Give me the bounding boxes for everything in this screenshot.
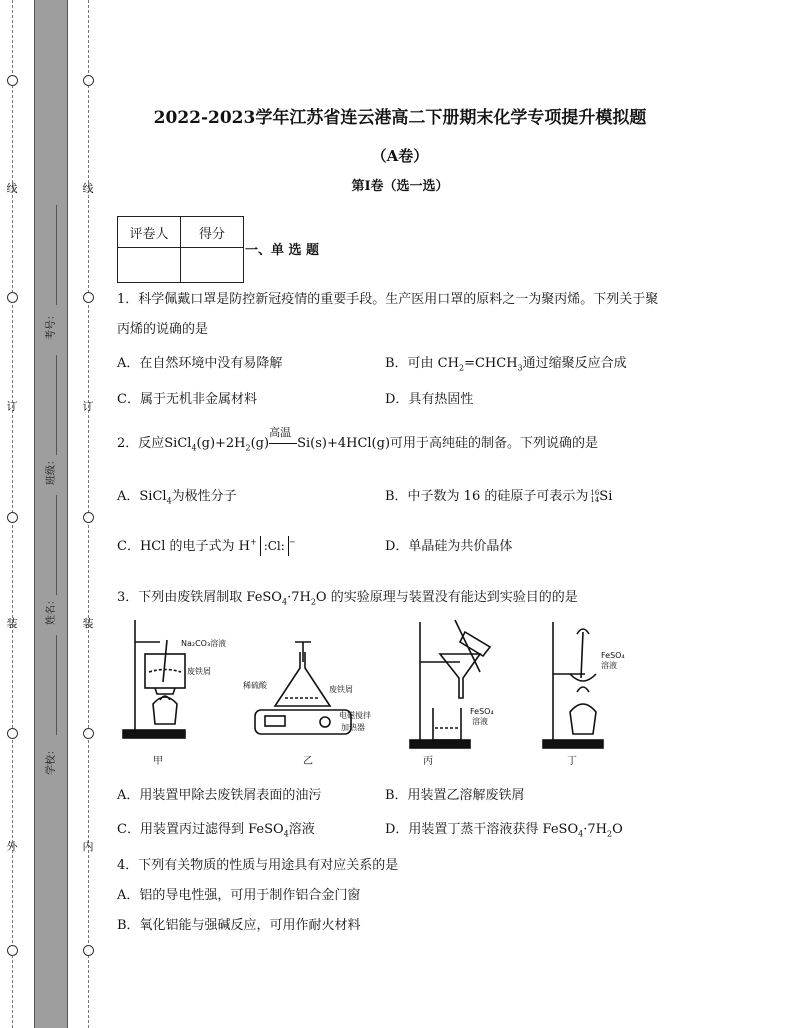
electron-formula-bracket: :Cl: xyxy=(260,536,289,556)
caption-ding: 丁 xyxy=(567,756,577,767)
q2-option-a: A．SiCl$_4$为极性分子 xyxy=(117,489,237,506)
q1-stem-line2: 丙烯的说确的是 xyxy=(117,322,209,337)
school-line xyxy=(56,635,57,735)
q1-option-a: A．在自然环境中没有易降解 xyxy=(117,356,283,371)
margin-char-ding: 订 xyxy=(82,400,94,413)
q3-option-d: D．用装置丁蒸干溶液获得 $FeSO_4\cdot 7H_2O$ xyxy=(385,822,623,839)
class-line xyxy=(56,355,57,455)
exam-number-line xyxy=(56,205,57,305)
q1-option-d: D．具有热固性 xyxy=(385,392,474,407)
school-label: 学校： xyxy=(46,745,57,775)
binding-hole xyxy=(83,292,94,303)
margin-char-ding: 订 xyxy=(6,400,18,413)
paper-title: 2022-2023学年江苏省连云港高二下册期末化学专项提升模拟题 xyxy=(153,108,647,128)
margin-char-xian: 线 xyxy=(6,182,18,195)
binding-hole xyxy=(7,512,18,523)
margin-char-xian: 线 xyxy=(82,182,94,195)
margin-char-nei: 内 xyxy=(82,840,94,853)
q3-apparatus-figure xyxy=(115,612,625,772)
margin-char-zhuang: 装 xyxy=(82,617,94,630)
label-na2co3: Na₂CO₃溶液 xyxy=(181,639,227,648)
q2-option-d: D．单晶硅为共价晶体 xyxy=(385,539,513,554)
margin-char-zhuang: 装 xyxy=(6,617,18,630)
binding-hole xyxy=(83,728,94,739)
label-feixie2: 废铁屑 xyxy=(329,685,353,694)
q3-stem: 3．下列由废铁屑制取 $FeSO_4\cdot 7H_2O$ 的实验原理与装置没有能达到实验目的的是 xyxy=(117,590,578,607)
q2-stem: 2．反应$SiCl_4(g)+2H_2(g)$ 高温 Si(s)+4HCl(g)可用于高纯硅的制备。下列说确的是 xyxy=(117,426,599,453)
q1-option-b: B．可由 $CH_2=CHCH_3$通过缩聚反应合成 xyxy=(385,356,627,373)
binding-hole xyxy=(7,75,18,86)
q1-option-c: C．属于无机非金属材料 xyxy=(117,392,257,407)
q1-stem-line1: 1．科学佩戴口罩是防控新冠疫情的重要手段。生产医用口罩的原料之一为聚丙烯。下列关于聚 xyxy=(117,292,659,307)
q3-option-b: B．用装置乙溶解废铁屑 xyxy=(385,788,525,803)
score-cell[interactable] xyxy=(181,248,244,283)
caption-yi: 乙 xyxy=(303,756,313,767)
reaction-condition: 高温 xyxy=(269,426,292,439)
volume-title: 第I卷（选一选） xyxy=(351,179,449,194)
binding-hole xyxy=(83,945,94,956)
q4-option-b: B．氧化铝能与强碱反应，可用作耐火材料 xyxy=(117,918,361,933)
binding-hole xyxy=(7,945,18,956)
caption-bing: 丙 xyxy=(423,756,433,767)
margin-char-wai: 外 xyxy=(6,840,18,853)
score-table xyxy=(117,216,244,283)
label-xiliusuan: 稀硫酸 xyxy=(243,681,267,690)
q2-option-c: C．HCl 的电子式为 H+ :Cl: − xyxy=(117,537,296,554)
paper-version: （A卷） xyxy=(371,147,429,165)
grader-header: 评卷人 xyxy=(118,217,181,248)
q2-option-b: B．中子数为 16 的硅原子可表示为 16 14 Si xyxy=(385,488,613,504)
section-heading: 一、单 选 题 xyxy=(245,243,320,258)
name-label: 姓名： xyxy=(46,595,57,625)
binding-hole xyxy=(83,512,94,523)
grader-cell[interactable] xyxy=(118,248,181,283)
q3-option-c: C．用装置丙过滤得到 FeSO$_4$溶液 xyxy=(117,822,315,839)
apparatus-jia xyxy=(123,620,185,738)
label-heater: 加热器 xyxy=(341,723,365,732)
label-feso4: FeSO₄ xyxy=(470,707,494,716)
label-stir: 电磁搅拌 xyxy=(339,711,371,720)
class-label: 班级： xyxy=(46,455,57,485)
label-rongye: 溶液 xyxy=(472,717,488,726)
binding-hole xyxy=(7,728,18,739)
label-rongyeb: 溶液 xyxy=(601,661,617,670)
name-line xyxy=(56,495,57,595)
binding-gutter xyxy=(34,0,68,1028)
apparatus-ding xyxy=(543,622,603,748)
label-feso4b: FeSO₄ xyxy=(601,651,625,660)
caption-jia: 甲 xyxy=(153,756,163,767)
label-feixie: 废铁屑 xyxy=(187,667,211,676)
score-header: 得分 xyxy=(181,217,244,248)
binding-hole xyxy=(83,75,94,86)
binding-hole xyxy=(7,292,18,303)
exam-number-label: 考号： xyxy=(46,310,57,340)
apparatus-bing xyxy=(410,620,490,748)
q3-option-a: A．用装置甲除去废铁屑表面的油污 xyxy=(117,788,322,803)
q4-option-a: A．铝的导电性强，可用于制作铝合金门窗 xyxy=(117,888,361,903)
q4-stem: 4．下列有关物质的性质与用途具有对应关系的是 xyxy=(117,858,399,873)
